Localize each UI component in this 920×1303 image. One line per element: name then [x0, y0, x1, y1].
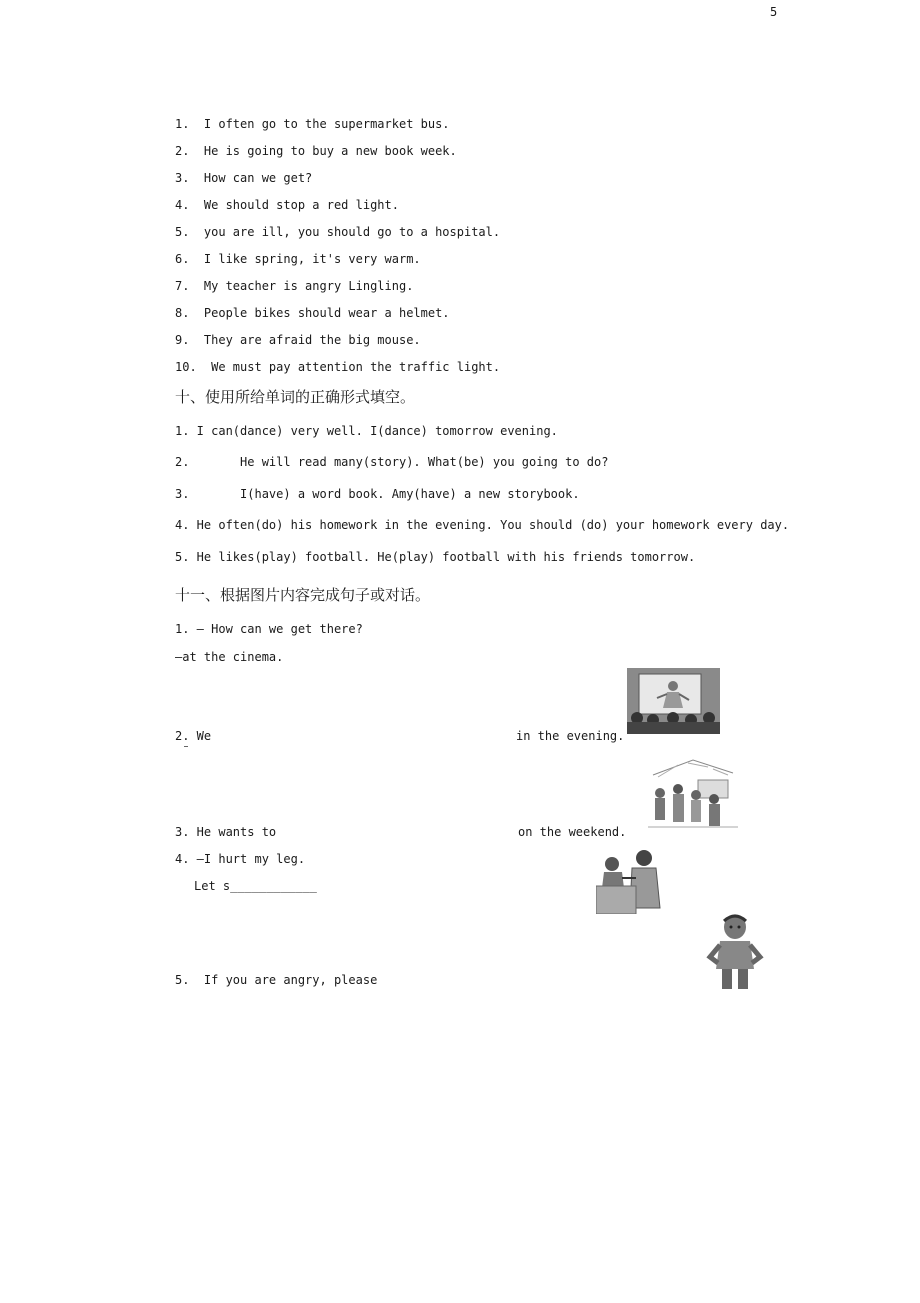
list-item: 5. He likes(play) football. He(play) football with his friends tomorrow.	[175, 550, 696, 564]
section-heading: 十、使用所给单词的正确形式填空。	[175, 388, 416, 406]
cinema-picture-icon	[627, 668, 720, 734]
list-item: 10. We must pay attention the traffic light.	[175, 360, 501, 374]
list-item: 2. He will read many(story). What(be) you going to do?	[175, 455, 609, 469]
page-number: 5	[770, 5, 778, 19]
list-item: 4. He often(do) his homework in the evening. You should (do) your homework every day.	[175, 518, 790, 532]
list-item: 1. I often go to the supermarket bus.	[175, 117, 450, 131]
question-line: 4. —I hurt my leg.	[175, 852, 306, 866]
list-item: 2. He is going to buy a new book week.	[175, 144, 457, 158]
list-item: 3. How can we get?	[175, 171, 313, 185]
street-crowd-picture-icon	[648, 755, 738, 830]
question-line: Let s____________	[194, 879, 317, 893]
list-item: 4. We should stop a red light.	[175, 198, 399, 212]
list-item: 9. They are afraid the big mouse.	[175, 333, 421, 347]
list-item: 1. I can(dance) very well. I(dance) tomorrow evening.	[175, 424, 558, 438]
list-item: 6. I like spring, it's very warm.	[175, 252, 421, 266]
section-heading: 十一、根据图片内容完成句子或对话。	[175, 586, 431, 604]
list-item: 5. you are ill, you should go to a hospital.	[175, 225, 501, 239]
question-line: —at the cinema.	[175, 650, 284, 664]
question-line: 5. If you are angry, please	[175, 973, 378, 987]
list-item: 3. I(have) a word book. Amy(have) a new storybook.	[175, 487, 580, 501]
question-line: 2. We	[175, 729, 212, 743]
doctor-patient-picture-icon	[596, 848, 670, 914]
question-line: 1. — How can we get there?	[175, 622, 363, 636]
list-item: 7. My teacher is angry Lingling.	[175, 279, 414, 293]
list-item: 8. People bikes should wear a helmet.	[175, 306, 450, 320]
question-line: on the weekend.	[518, 825, 627, 839]
question-line: 3. He wants to	[175, 825, 277, 839]
angry-boy-picture-icon	[706, 913, 764, 989]
question-line: in the evening.	[516, 729, 625, 743]
stray-mark	[184, 746, 188, 747]
